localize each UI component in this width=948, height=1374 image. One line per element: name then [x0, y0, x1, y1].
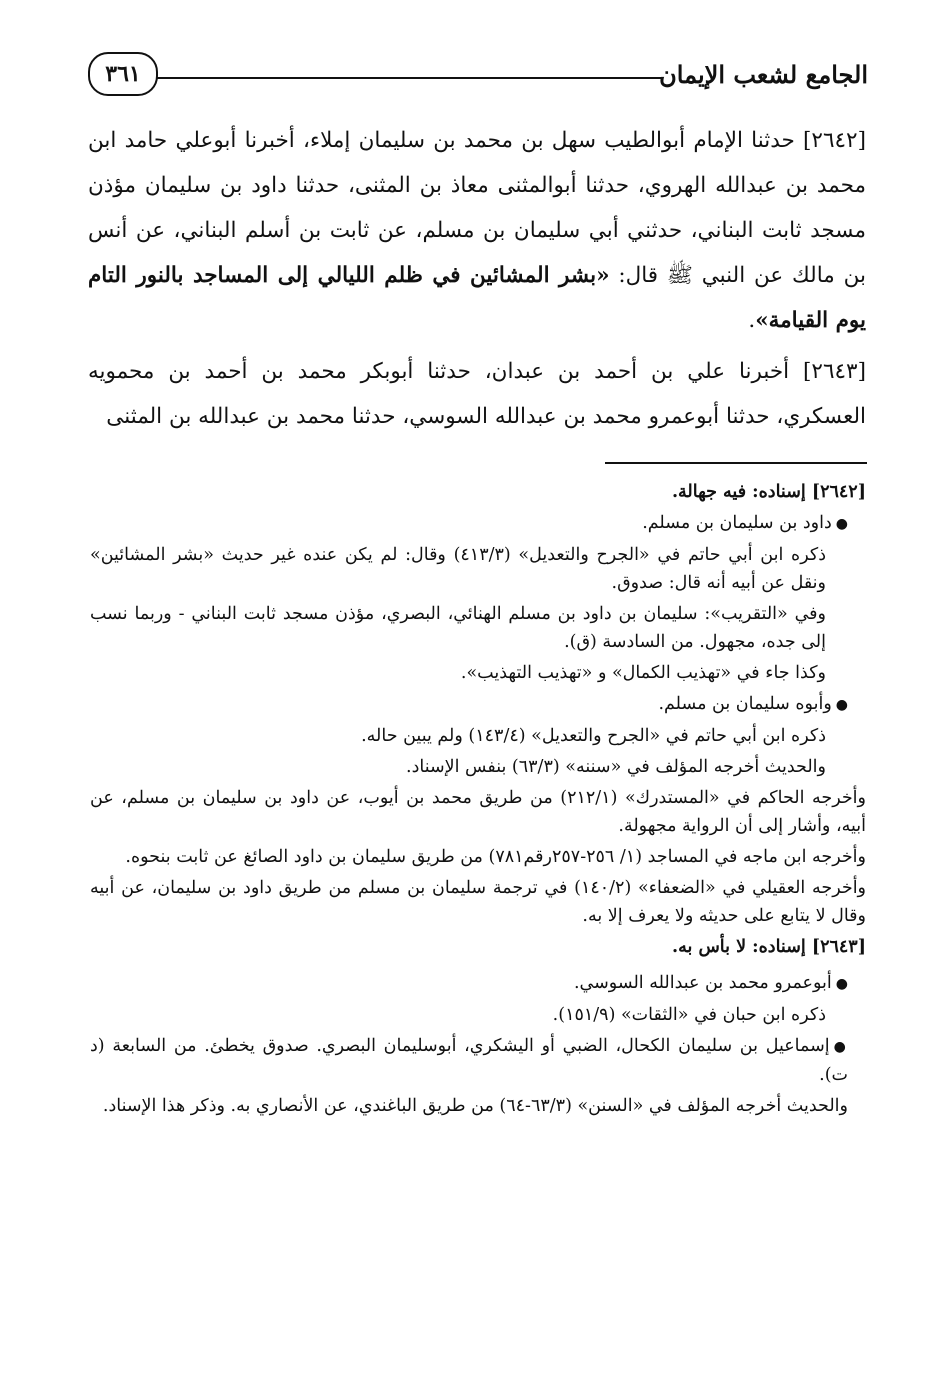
note-text: وفي «التقريب»: سليمان بن داود بن مسلم الهنائي، البصري، مؤذن مسجد ثابت البناني - وربما نسب إلى جده، مجهول. من السادسة (ق).: [90, 604, 826, 652]
paragraph-text: [٢٦٤٣] أخبرنا علي بن أحمد بن عبدان، حدثنا أبوبكر محمد بن أحمد بن محمويه العسكري، حدثنا أبوعمرو محمد بن عبدالله السوسي، حدثنا محمد بن عبدالله بن المثنى: [88, 359, 866, 429]
note-line: [90, 690, 866, 719]
note-line: [90, 784, 866, 840]
main-text: [88, 118, 866, 445]
paragraph-text: [٢٦٤٢] حدثنا الإمام أبوالطيب سهل بن محمد بن سليمان إملاء، أخبرنا أبوعلي حامد ابن محمد بن عبدالله الهروي، حدثنا أبوالمثنى معاذ بن المثنى، حدثنا داود بن سليمان مؤذن مسجد ثابت البناني، حدثني أبي سليمان بن مسلم، عن ثابت بن أسلم البناني، عن أنس بن مالك عن النبي ﷺ قال:: [88, 128, 866, 288]
note-text: ذكره ابن أبي حاتم في «الجرح والتعديل» (١٤٣/٤) ولم يبين حاله.: [361, 726, 826, 746]
note-lead: [٢٦٤٢] إسناده: فيه جهالة.: [671, 482, 866, 502]
note-text: وأخرجه العقيلي في «الضعفاء» (١٤٠/٢) في ترجمة سليمان بن مسلم من طريق داود بن سليمان، عن أبيه وقال لا يتابع على حديثه ولا يعرف إلا به.: [90, 878, 867, 926]
note-text: ذكره ابن حبان في «الثقات» (١٥١/٩).: [552, 1005, 826, 1025]
note-text: داود بن سليمان بن مسلم.: [642, 513, 832, 533]
note-lead: [٢٦٤٣] إسناده: لا بأس به.: [672, 937, 866, 957]
note-text: والحديث أخرجه المؤلف في «السنن» (٦٣/٣-٦٤) من طريق الباغندي، عن الأنصاري به. وذكر هذا الإسناد.: [102, 1096, 848, 1116]
page-header: [88, 52, 868, 100]
note-line: [90, 1092, 866, 1120]
note-line: [90, 509, 866, 538]
note-text: وأخرجه ابن ماجه في المساجد (١/ ٢٥٦-٢٥٧رقم٧٨١) من طريق سليمان بن داود الصائغ عن ثابت بنحوه.: [125, 847, 866, 867]
note-text: أبوعمرو محمد بن عبدالله السوسي.: [573, 973, 832, 993]
note-line: [90, 1001, 866, 1029]
note-heading: [90, 478, 866, 506]
bullet-icon: ●: [835, 976, 848, 992]
bullet-icon: ●: [835, 516, 848, 532]
paragraph-end: .: [748, 308, 756, 333]
note-text: وأخرجه الحاكم في «المستدرك» (٢١٢/١) من طريق محمد بن أيوب، عن داود بن سليمان بن مسلم، عن أبيه، وأشار إلى أن الرواية مجهولة.: [90, 788, 866, 836]
note-line: [90, 600, 866, 656]
note-line: [90, 969, 866, 998]
note-line: [90, 659, 866, 687]
note-line: [90, 874, 866, 930]
note-heading: [90, 933, 866, 961]
note-text: وكذا جاء في «تهذيب الكمال» و «تهذيب التهذيب».: [460, 663, 826, 683]
hadith-paragraph: [88, 118, 866, 343]
note-text: وأبوه سليمان بن مسلم.: [658, 694, 832, 714]
header-rule: [156, 77, 663, 79]
note-text: إسماعيل بن سليمان الكحال، الضبي أو اليشكري، أبوسليمان البصري. صدوق يخطئ. من السابعة (د ت).: [90, 1036, 848, 1085]
hadith-quote: «بشر المشائين في ظلم الليالي إلى المساجد بالنور التام يوم القيامة»: [88, 263, 866, 333]
note-text: ذكره ابن أبي حاتم في «الجرح والتعديل» (٤١٣/٣) وقال: لم يكن عنده غير حديث «بشر المشائين» ونقل عن أبيه أنه قال: صدوق.: [90, 545, 826, 593]
hadith-paragraph: [88, 349, 866, 439]
footnotes: [90, 478, 866, 1123]
bullet-icon: ●: [835, 697, 848, 713]
note-line: [90, 843, 866, 871]
note-line: [90, 541, 866, 597]
note-line: [90, 722, 866, 750]
running-title: الجامع لشعب الإيمان: [659, 60, 868, 89]
note-text: والحديث أخرجه المؤلف في «سننه» (٦٣/٣) بنفس الإسناد.: [406, 757, 826, 777]
bullet-icon: ●: [833, 1039, 849, 1055]
footnote-separator: [605, 462, 867, 464]
note-line: [90, 1032, 866, 1089]
note-line: [90, 753, 866, 781]
page-number: ٣٦١: [88, 52, 158, 96]
